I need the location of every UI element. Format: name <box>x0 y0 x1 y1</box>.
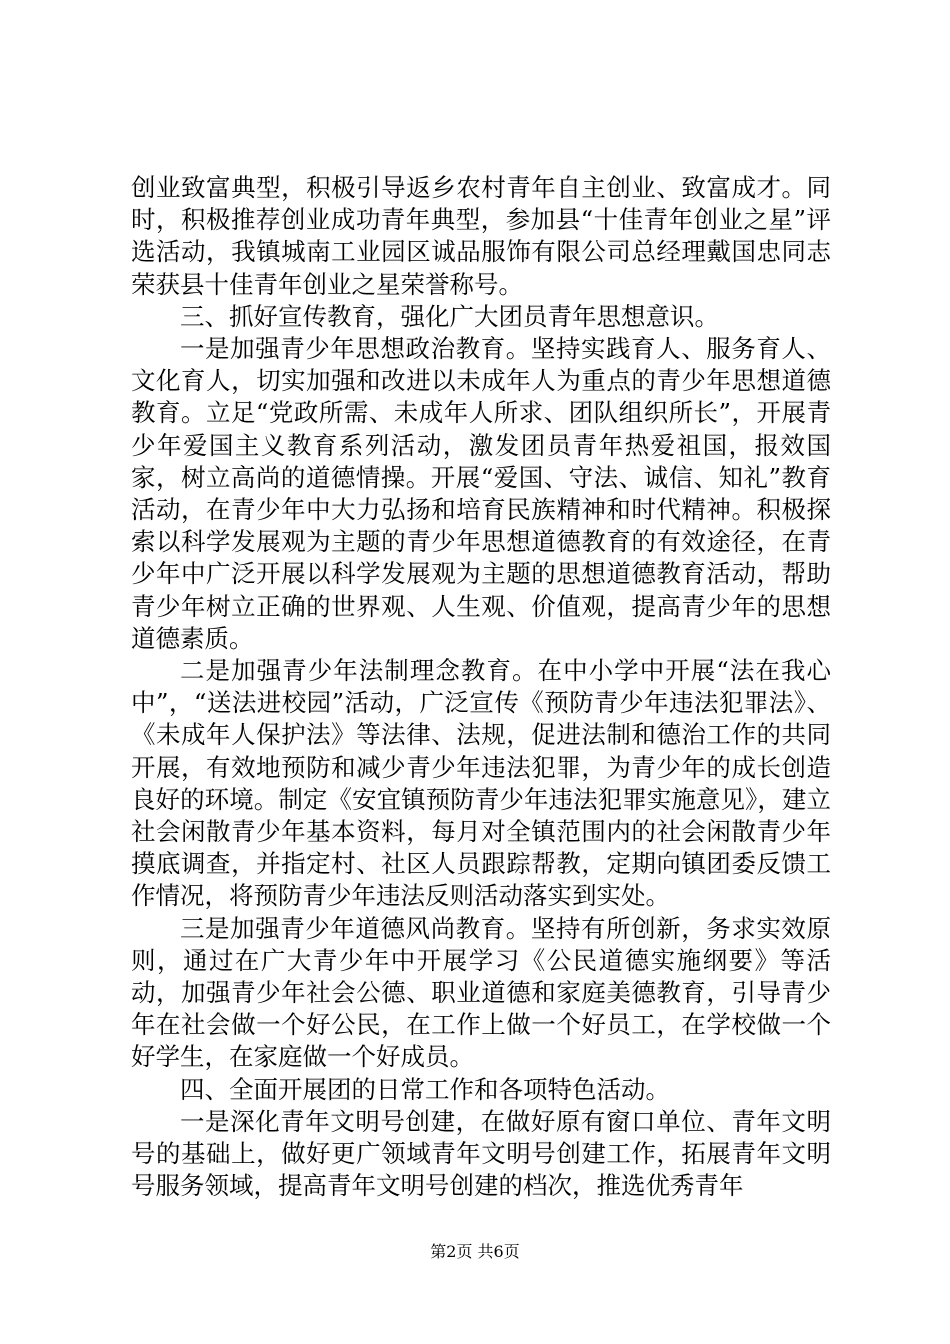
paragraph-civilization-unit: 一是深化青年文明号创建，在做好原有窗口单位、青年文明号的基础上，做好更广领域青年文明号创建工作，拓展青年文明号服务领域，提高青年文明号创建的档次，推选优秀青年 <box>131 1106 831 1201</box>
paragraph-legal-education: 二是加强青少年法制理念教育。在中小学中开展“法在我心中”，“送法进校园”活动，广泛宣传《预防青少年违法犯罪法》、《未成年人保护法》等法律、法规，促进法制和德治工作的共同开展，有效地预防和减少青少年违法犯罪，为青少年的成长创造良好的环境。制定《安宜镇预防青少年违法犯罪实施意见》，建立社会闲散青少年基本资料，每月对全镇范围内的社会闲散青少年摸底调查，并指定村、社区人员跟踪帮教，定期向镇团委反馈工作情况，将预防青少年违法反则活动落实到实处。 <box>131 656 831 911</box>
section-heading-four: 四、全面开展团的日常工作和各项特色活动。 <box>180 1074 670 1104</box>
section-heading-three: 三、抓好宣传教育，强化广大团员青年思想意识。 <box>180 301 719 331</box>
page-footer <box>0 1239 950 1262</box>
paragraph-continuation: 创业致富典型，积极引导返乡农村青年自主创业、致富成才。同时，积极推荐创业成功青年典型，参加县“十佳青年创业之星”评选活动，我镇城南工业园区诚品服饰有限公司总经理戴国忠同志荣获县十佳青年创业之星荣誉称号。 <box>131 173 831 299</box>
paragraph-ideology-education: 一是加强青少年思想政治教育。坚持实践育人、服务育人、文化育人，切实加强和改进以未成年人为重点的青少年思想道德教育。立足“党政所需、未成年人所求、团队组织所长”，开展青少年爱国主义教育系列活动，激发团员青年热爱祖国，报效国家，树立高尚的道德情操。开展“爱国、守法、诚信、知礼”教育活动，在青少年中大力弘扬和培育民族精神和时代精神。积极探索以科学发展观为主题的青少年思想道德教育的有效途径，在青少年中广泛开展以科学发展观为主题的思想道德教育活动，帮助青少年树立正确的世界观、人生观、价值观，提高青少年的思想道德素质。 <box>131 334 831 653</box>
page-number-label: 第2页 共6页 <box>430 1242 520 1261</box>
document-body <box>131 172 831 1203</box>
paragraph-moral-education: 三是加强青少年道德风尚教育。坚持有所创新，务求实效原则，通过在广大青少年中开展学习《公民道德实施纲要》等活动，加强青少年社会公德、职业道德和家庭美德教育，引导青少年在社会做一个好公民，在工作上做一个好员工，在学校做一个好学生，在家庭做一个好成员。 <box>131 913 831 1072</box>
